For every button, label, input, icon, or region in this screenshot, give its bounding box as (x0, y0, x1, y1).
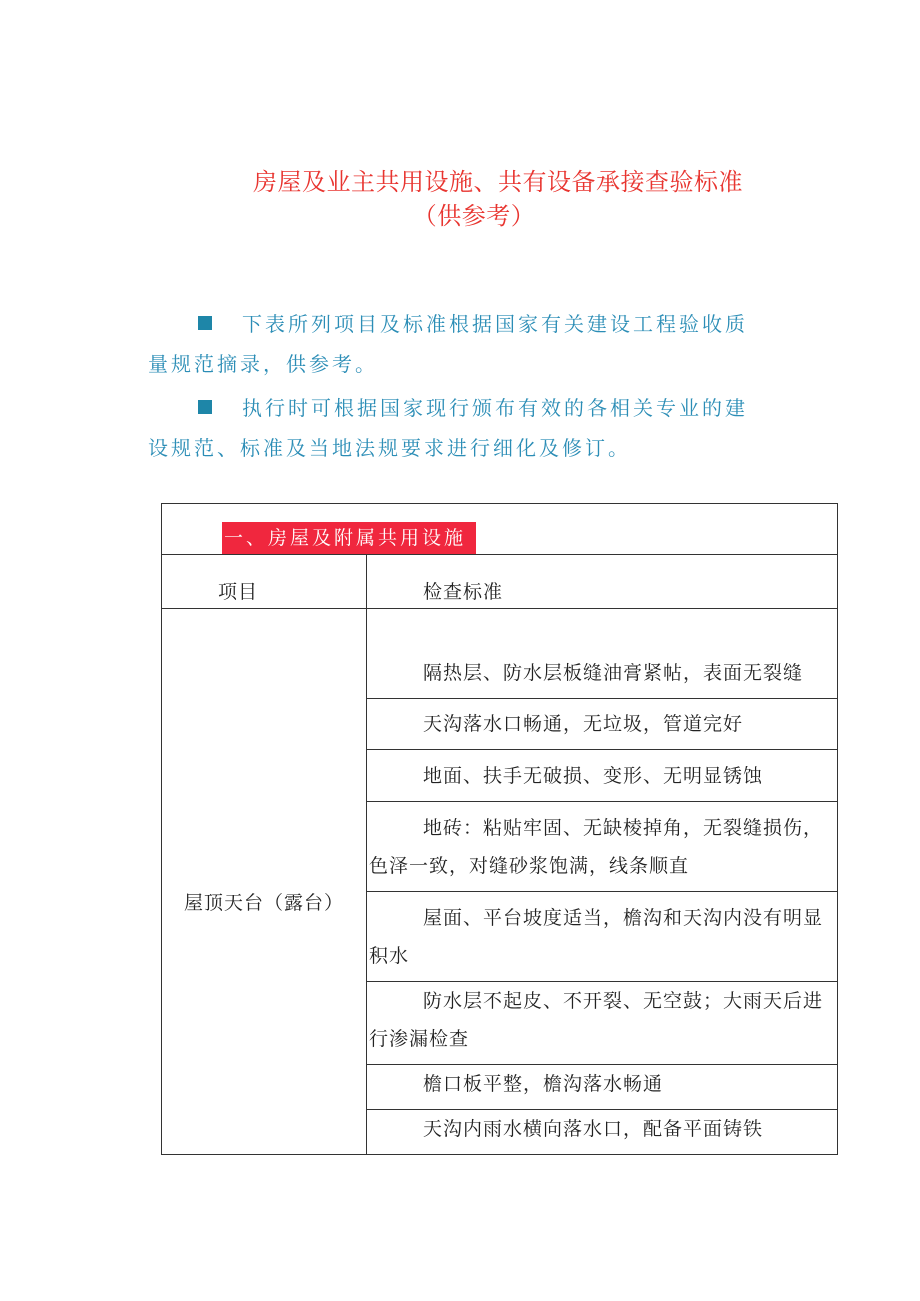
standard-text: 屋面、平台坡度适当，檐沟和天沟内没有明显积水 (369, 907, 824, 967)
square-bullet-icon (198, 400, 212, 414)
document-subtitle: （供参考） (412, 202, 536, 230)
document-title: 房屋及业主共用设施、共有设备承接查验标准 (253, 168, 743, 196)
notes (148, 304, 768, 472)
note-text: 执行时可根据国家现行颁布有效的各相关专业的建设规范、标准及当地法规要求进行细化及修订。 (148, 396, 748, 460)
standard-text: 地砖：粘贴牢固、无缺棱掉角，无裂缝损伤，色泽一致，对缝砂浆饱满，线条顺直 (369, 817, 824, 877)
standard-row (367, 1110, 838, 1155)
standard-text: 天沟落水口畅通，无垃圾，管道完好 (423, 713, 744, 735)
standard-text: 地面、扶手无破损、变形、无明显锈蚀 (423, 765, 764, 787)
standard-text: 防水层不起皮、不开裂、无空鼓；大雨天后进行渗漏检查 (369, 990, 824, 1050)
inspection-table (161, 503, 838, 1155)
note-item (148, 304, 768, 384)
note-item (148, 388, 768, 468)
note-text: 下表所列项目及标准根据国家有关建设工程验收质量规范摘录，供参考。 (148, 312, 748, 376)
square-bullet-icon (198, 316, 212, 330)
column-header-standard: 检查标准 (367, 555, 838, 609)
section-title: 一、房屋及附属共用设施 (222, 522, 476, 554)
standard-row (367, 982, 838, 1065)
standard-text: 隔热层、防水层板缝油膏紧帖，表面无裂缝 (423, 662, 804, 684)
standard-row (367, 892, 838, 982)
standard-row (367, 750, 838, 802)
section-header-cell (162, 504, 838, 555)
category-cell: 屋顶天台（露台） (162, 609, 367, 1155)
standard-text: 檐口板平整，檐沟落水畅通 (423, 1073, 664, 1095)
standard-row (367, 802, 838, 892)
standard-row (367, 699, 838, 750)
standard-row (367, 1065, 838, 1110)
standard-row (367, 609, 838, 699)
document-title-block (0, 165, 920, 233)
column-header-item: 项目 (162, 555, 367, 609)
standard-text: 天沟内雨水横向落水口，配备平面铸铁 (423, 1118, 764, 1140)
